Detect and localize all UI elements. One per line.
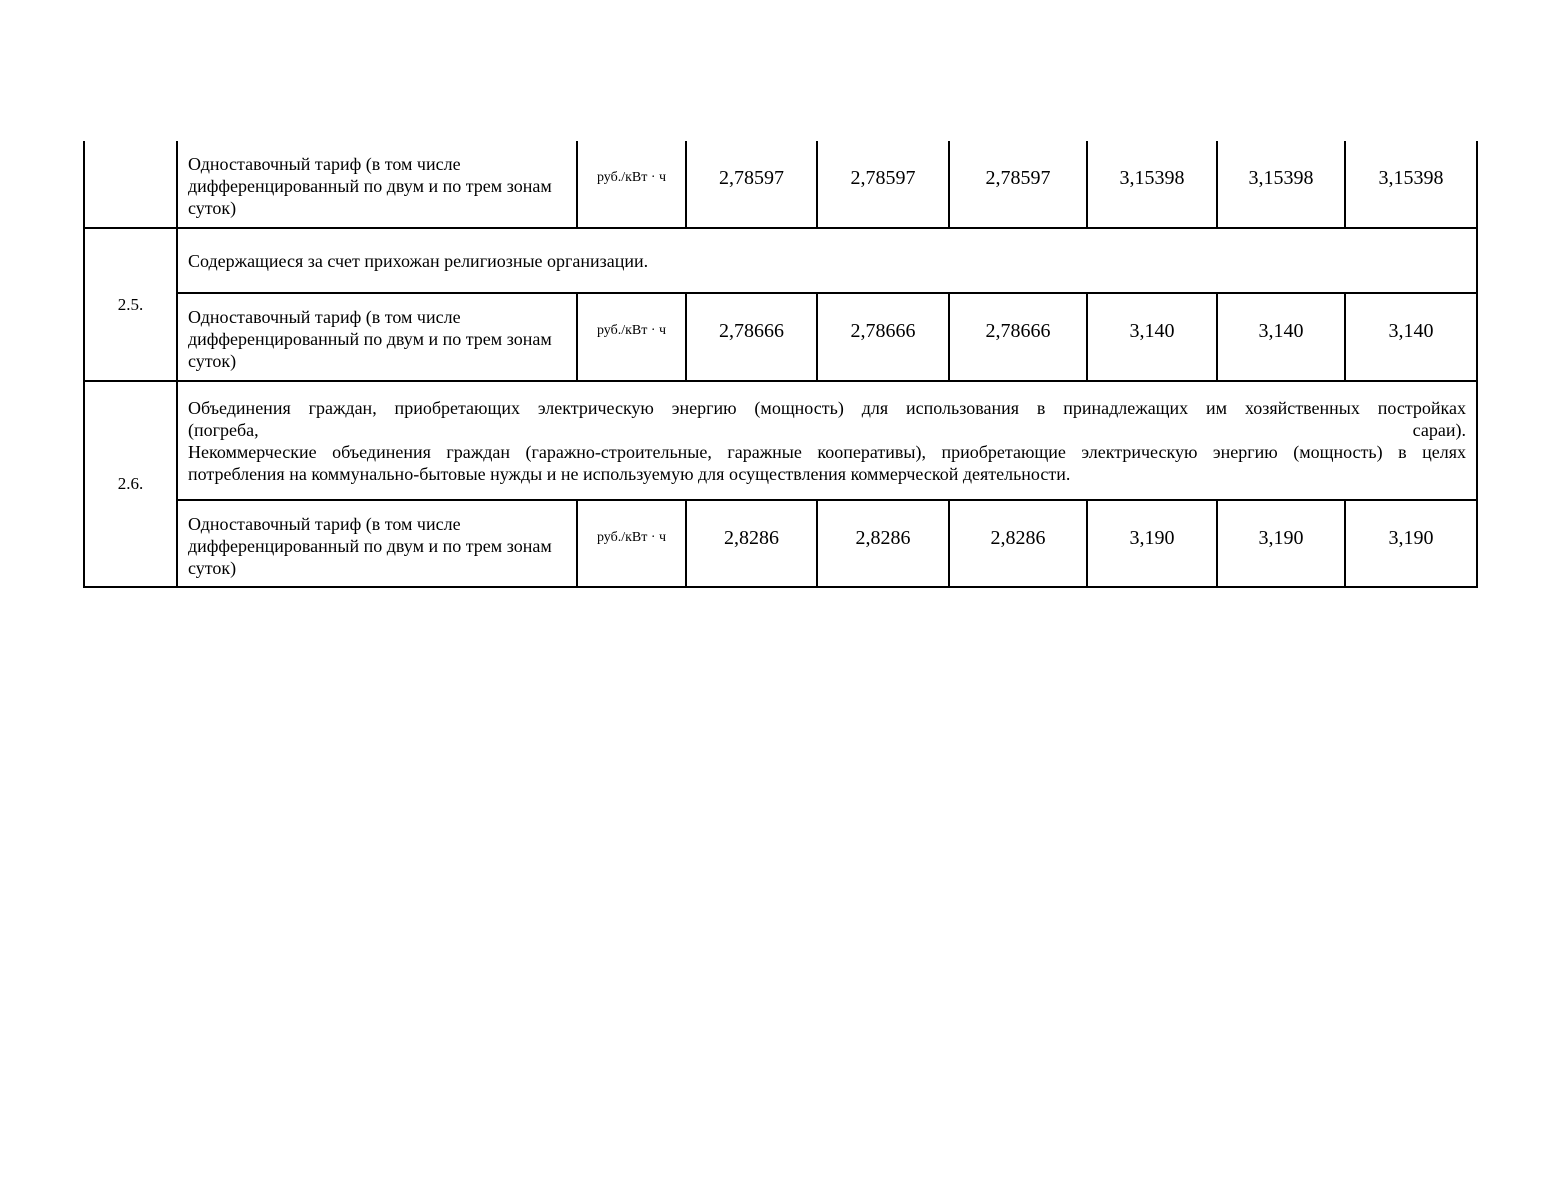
value-cell: 3,140 (1087, 293, 1217, 381)
section-title-line (188, 419, 1466, 441)
value-cell: 2,78666 (949, 293, 1087, 381)
section-title-line: Некоммерческие объединения граждан (гаражно-строительные, гаражные кооперативы), приобретающие электрическую энергию (мощность) в целях (188, 441, 1466, 462)
tariff-name-cell: Одноставочный тариф (в том числе дифференцированный по двум и по трем зонам суток) (177, 141, 577, 228)
section-number: 2.6. (84, 381, 177, 587)
value-cell: 2,78666 (817, 293, 949, 381)
section-title-line: потребления на коммунально-бытовые нужды и не используемую для осуществления коммерческой деятельности. (188, 463, 1071, 484)
section-title-text (188, 397, 1466, 485)
value-cell: 2,8286 (817, 500, 949, 587)
value-cell: 3,190 (1345, 500, 1477, 587)
section-title-text: Содержащиеся за счет прихожан религиозные организации. (188, 250, 649, 271)
value-cell: 3,140 (1217, 293, 1345, 381)
value-cell: 3,15398 (1345, 141, 1477, 228)
value-cell: 3,15398 (1217, 141, 1345, 228)
section-title (177, 228, 1477, 293)
tariff-name-cell: Одноставочный тариф (в том числе дифференцированный по двум и по трем зонам суток) (177, 293, 577, 381)
unit-cell: руб./кВт · ч (577, 500, 686, 587)
section-title-line: Объединения граждан, приобретающих электрическую энергию (мощность) для использования в принадлежащих им хозяйственных постройках (188, 397, 1466, 418)
section-title (177, 381, 1477, 500)
value-cell: 2,8286 (686, 500, 817, 587)
section-title-fragment: (погреба, (188, 419, 259, 440)
tariff-table (83, 141, 1478, 588)
unit-cell: руб./кВт · ч (577, 293, 686, 381)
value-cell: 2,78597 (817, 141, 949, 228)
value-cell: 3,190 (1217, 500, 1345, 587)
row-number-cell (84, 141, 177, 228)
value-cell: 2,8286 (949, 500, 1087, 587)
table-row (84, 293, 1477, 381)
value-cell: 3,190 (1087, 500, 1217, 587)
table-row (84, 500, 1477, 587)
value-cell: 3,140 (1345, 293, 1477, 381)
section-title-fragment: сараи). (1412, 419, 1466, 440)
table-row (84, 141, 1477, 228)
tariff-name-cell: Одноставочный тариф (в том числе дифференцированный по двум и по трем зонам суток) (177, 500, 577, 587)
value-cell: 3,15398 (1087, 141, 1217, 228)
value-cell: 2,78597 (686, 141, 817, 228)
section-header-row (84, 228, 1477, 293)
value-cell: 2,78666 (686, 293, 817, 381)
section-header-row (84, 381, 1477, 500)
unit-cell: руб./кВт · ч (577, 141, 686, 228)
value-cell: 2,78597 (949, 141, 1087, 228)
section-number: 2.5. (84, 228, 177, 381)
